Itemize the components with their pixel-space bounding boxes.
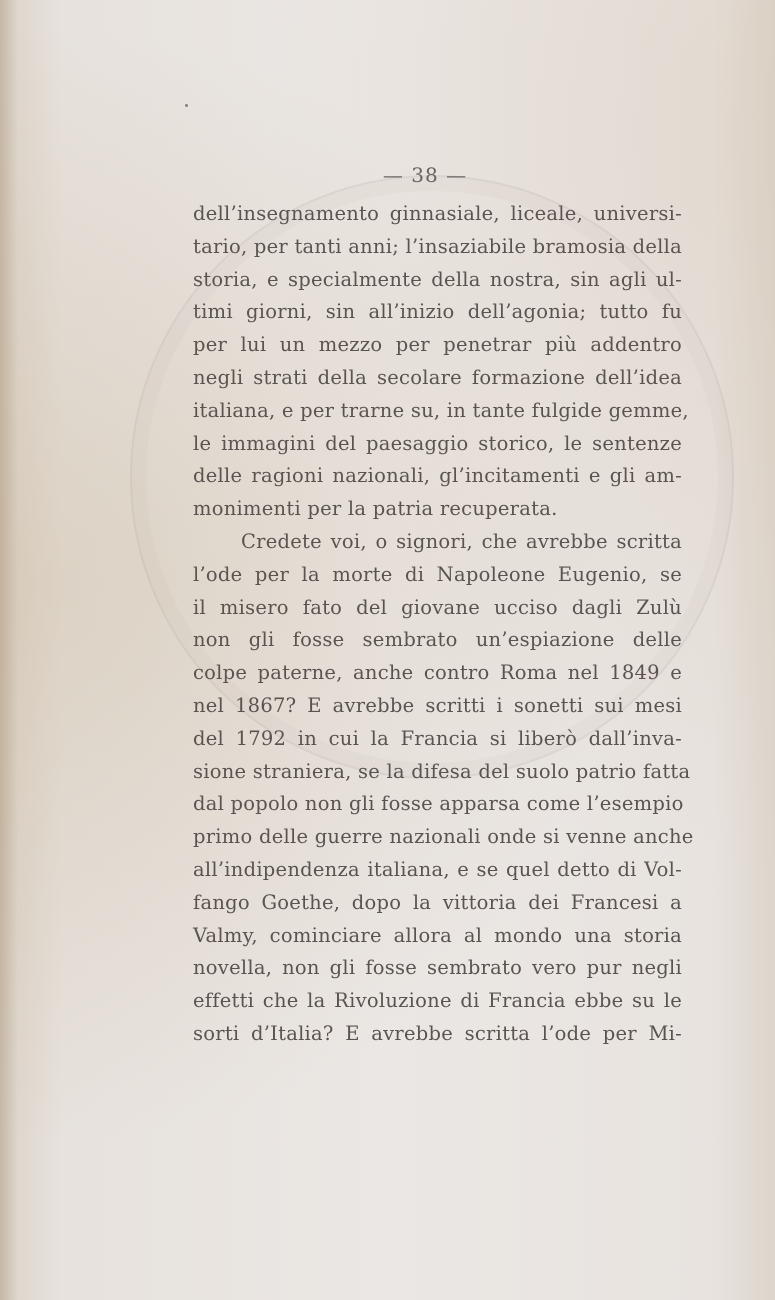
- text-line: all’indipendenza italiana, e se quel detto di Vol-: [193, 857, 682, 881]
- text-line: sione straniera, se la difesa del suolo patrio fatta: [193, 759, 691, 783]
- text-line: tario, per tanti anni; l’insaziabile bramosia della: [193, 234, 683, 258]
- text-line: dal popolo non gli fosse apparsa come l’esempio: [193, 792, 684, 816]
- text-line: negli strati della secolare formazione dell’idea: [193, 365, 682, 389]
- text-line: sorti d’Italia? E avrebbe scritta l’ode per Mi-: [193, 1021, 682, 1045]
- text-line: il misero fato del giovane ucciso dagli Zulù: [193, 595, 682, 619]
- text-line: l’ode per la morte di Napoleone Eugenio, se: [193, 562, 682, 586]
- text-line: italiana, e per trarne su, in tante fulgide gemme,: [193, 398, 689, 422]
- text-line: dell’insegnamento ginnasiale, liceale, universi-: [193, 202, 682, 225]
- text-line: monimenti per la patria recuperata.: [193, 497, 558, 521]
- paper-speck: [185, 104, 188, 107]
- text-line: effetti che la Rivoluzione di Francia ebbe su le: [193, 989, 682, 1013]
- text-line: fango Goethe, dopo la vittoria dei Francesi a: [193, 890, 682, 914]
- text-line: storia, e specialmente della nostra, sin agli ul-: [193, 267, 682, 291]
- text-line: le immagini del paesaggio storico, le sentenze: [193, 431, 682, 455]
- text-line: primo delle guerre nazionali onde si venne anche: [193, 825, 694, 849]
- text-line: delle ragioni nazionali, gl’incitamenti e gli am-: [193, 464, 682, 488]
- body-text: [193, 198, 694, 1051]
- page-number: — 38 —: [382, 163, 468, 187]
- text-line: del 1792 in cui la Francia si liberò dall’inva-: [193, 726, 682, 750]
- text-line: timi giorni, sin all’inizio dell’agonia; tutto fu: [193, 300, 682, 324]
- text-line: Valmy, cominciare allora al mondo una storia: [193, 923, 682, 947]
- page-edge-shadow: [0, 0, 18, 1300]
- text-line: colpe paterne, anche contro Roma nel 1849 e: [193, 661, 682, 685]
- text-line: nel 1867? E avrebbe scritti i sonetti sui mesi: [193, 693, 682, 717]
- paragraph-start-line: Credete voi, o signori, che avrebbe scritta: [241, 529, 682, 553]
- text-line: novella, non gli fosse sembrato vero pur negli: [193, 956, 682, 980]
- text-line: non gli fosse sembrato un’espiazione delle: [193, 628, 682, 652]
- text-line: per lui un mezzo per penetrar più addentro: [193, 333, 682, 357]
